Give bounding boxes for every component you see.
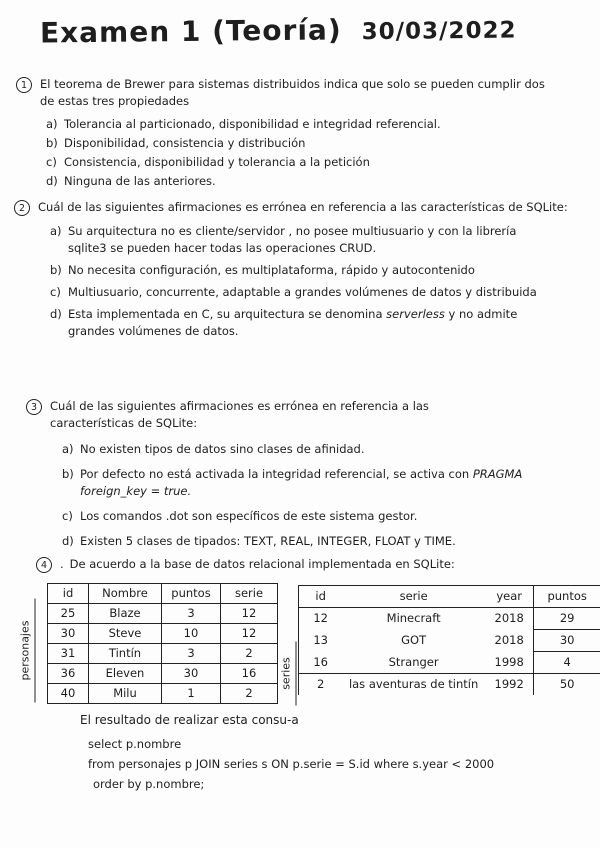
- exam-header: [39, 13, 517, 50]
- table-cell: 2: [221, 644, 278, 664]
- table-cell: 50: [534, 674, 600, 696]
- option-text: Consistencia, disponibilidad y tolerancia a la petición: [64, 155, 370, 169]
- question-2-option-d: [50, 306, 594, 340]
- table-cell: Eleven: [89, 664, 162, 684]
- option-label: d): [46, 174, 58, 188]
- option-label: a): [62, 442, 74, 456]
- table-cell: 25: [48, 604, 89, 624]
- column-header-serie: serie: [221, 584, 278, 604]
- option-text: Existen 5 clases de tipados: TEXT, REAL, INTEGER, FLOAT y TIME.: [80, 534, 456, 548]
- question-3-option-c: [62, 508, 586, 525]
- question-4-dot: .: [60, 557, 64, 571]
- table-cell: 29: [534, 608, 600, 630]
- table-cell: Stranger: [388, 654, 439, 669]
- option-text: [80, 466, 550, 500]
- table-header-row: [48, 584, 278, 604]
- question-2-text: Cuál de las siguientes afirmaciones es errónea en referencia a las características de SQLite:: [38, 200, 568, 214]
- table-cell: 2018: [494, 633, 524, 647]
- question-1-option-b: [46, 135, 588, 152]
- result-note: El resultado de realizar esta consu-a: [80, 713, 299, 727]
- question-3-text: Cuál de las siguientes afirmaciones es errónea en referencia a las características de SQLite:: [50, 399, 429, 430]
- question-3-options: [62, 441, 586, 550]
- question-3: [26, 398, 586, 558]
- table-cell: 4: [534, 652, 600, 674]
- option-label: c): [46, 155, 57, 169]
- table-cell: 30: [48, 624, 89, 644]
- table-cell: 30: [162, 664, 221, 684]
- question-2: [14, 199, 594, 345]
- table-cell: 16: [221, 664, 278, 684]
- table-cell: 2: [299, 674, 343, 696]
- question-3-option-d: [62, 533, 586, 550]
- question-1-option-d: [46, 173, 588, 190]
- option-label: b): [50, 263, 62, 277]
- table-cell: Steve: [89, 624, 162, 644]
- exam-date: 30/03/2022: [361, 17, 517, 46]
- table-cell: 1992: [485, 674, 534, 696]
- column-header-puntos: puntos: [162, 584, 221, 604]
- option-label: d): [62, 534, 74, 548]
- question-3-option-b: [62, 466, 586, 500]
- option-label: b): [46, 136, 58, 150]
- question-1-head: [16, 76, 588, 110]
- column-header-year: year: [485, 586, 534, 608]
- table-cell: 40: [48, 684, 89, 704]
- table-cell: 12: [221, 604, 278, 624]
- question-1-option-a: [46, 116, 588, 133]
- question-4-head: [36, 556, 586, 573]
- option-label: c): [50, 285, 61, 299]
- table-personajes: [47, 583, 278, 704]
- option-label: c): [62, 509, 73, 523]
- table-cell: 10: [162, 624, 221, 644]
- table-row: [48, 604, 278, 624]
- question-4-text: De acuerdo a la base de datos relacional implementada en SQLite:: [69, 557, 455, 571]
- option-text: Ninguna de las anteriores.: [64, 174, 216, 188]
- table-row: [48, 684, 278, 704]
- table-cell: GOT: [401, 633, 427, 647]
- column-header-serie: serie: [342, 586, 485, 608]
- option-text: No existen tipos de datos sino clases de afinidad.: [80, 442, 365, 456]
- table-row: [299, 652, 600, 674]
- table-cell: las aventuras de tintín: [342, 674, 485, 696]
- option-text: Multiusuario, concurrente, adaptable a grandes volúmenes de datos y distribuida: [68, 285, 537, 299]
- table-cell: 1: [162, 684, 221, 704]
- option-text: Tolerancia al particionado, disponibilidad e integridad referencial.: [64, 117, 441, 131]
- table-row: [48, 664, 278, 684]
- serverless-term: serverless: [386, 307, 445, 321]
- option-label: b): [62, 467, 74, 481]
- sql-line-select: select p.nombre: [88, 737, 182, 751]
- table-series: [298, 585, 600, 695]
- table-cell: Milu: [89, 684, 162, 704]
- table-cell: Minecraft: [386, 611, 441, 626]
- column-header-id: id: [299, 586, 343, 608]
- question-4-number: 4: [36, 557, 52, 573]
- option-text: Su arquitectura no es cliente/servidor , no posee multiusuario y con la librería sqlite3 se pueden hacer todas las operaciones CRUD.: [68, 224, 517, 255]
- table-cell: 2018: [494, 611, 524, 626]
- option-text: Los comandos .dot son específicos de este sistema gestor.: [80, 509, 418, 523]
- table-series-label: series: [278, 642, 297, 706]
- question-2-head: [14, 199, 594, 216]
- sql-line-order-by: order by p.nombre;: [93, 777, 205, 791]
- option-text-part: y no admite grandes volúmenes de datos.: [68, 307, 518, 338]
- question-4: [36, 556, 586, 573]
- table-cell: Blaze: [89, 604, 162, 624]
- question-3-head: [26, 398, 586, 432]
- question-1-number: 1: [16, 77, 32, 93]
- sql-query: [88, 734, 494, 794]
- option-text-part: Por defecto no está activada la integridad referencial, se activa con: [80, 467, 473, 481]
- question-1-option-c: [46, 154, 588, 171]
- table-cell: 31: [48, 644, 89, 664]
- question-3-number: 3: [26, 399, 42, 415]
- table-row: [48, 644, 278, 664]
- table-cell: 12: [299, 608, 343, 630]
- table-cell: 3: [162, 604, 221, 624]
- page-title: Examen 1 (Teoría): [39, 13, 342, 50]
- table-cell: 36: [48, 664, 89, 684]
- question-1: [16, 76, 588, 192]
- column-header-nombre: Nombre: [89, 584, 162, 604]
- table-cell: 1998: [494, 654, 524, 669]
- table-cell: 12: [221, 624, 278, 644]
- table-cell: 30: [534, 630, 600, 652]
- option-text-part: Esta implementada en C, su arquitectura se denomina: [68, 307, 387, 321]
- table-row: [48, 624, 278, 644]
- table-personajes-label: personajes: [17, 599, 36, 703]
- question-2-option-b: [50, 262, 594, 279]
- table-cell: 13: [299, 630, 343, 652]
- column-header-puntos: puntos: [534, 586, 600, 608]
- table-row: [299, 630, 600, 652]
- option-text: [68, 306, 550, 340]
- option-label: d): [50, 307, 62, 321]
- table-row: [299, 674, 600, 696]
- question-1-options: [46, 116, 588, 190]
- column-header-id: id: [48, 584, 89, 604]
- option-text: Disponibilidad, consistencia y distribución: [64, 136, 306, 150]
- table-header-row: [299, 586, 600, 608]
- question-2-options: [50, 223, 594, 340]
- question-1-text: El teorema de Brewer para sistemas distribuidos indica que solo se pueden cumplir dos de estas tres propiedades: [40, 77, 545, 108]
- question-3-option-a: [62, 441, 586, 458]
- option-text: No necesita configuración, es multiplataforma, rápido y autocontenido: [68, 263, 475, 277]
- table-cell: 2: [221, 684, 278, 704]
- option-label: a): [50, 224, 62, 238]
- table-cell: 16: [299, 652, 343, 674]
- question-2-number: 2: [14, 200, 30, 216]
- option-label: a): [46, 117, 58, 131]
- table-cell: Tintín: [89, 644, 162, 664]
- question-2-option-a: [50, 223, 594, 257]
- question-2-option-c: [50, 284, 594, 301]
- table-row: [299, 608, 600, 630]
- sql-line-from-join: from personajes p JOIN series s ON p.serie = S.id where s.year < 2000: [88, 757, 495, 771]
- pragma-statement: PRAGMA foreign_key = true.: [80, 467, 523, 498]
- table-cell: 3: [162, 644, 221, 664]
